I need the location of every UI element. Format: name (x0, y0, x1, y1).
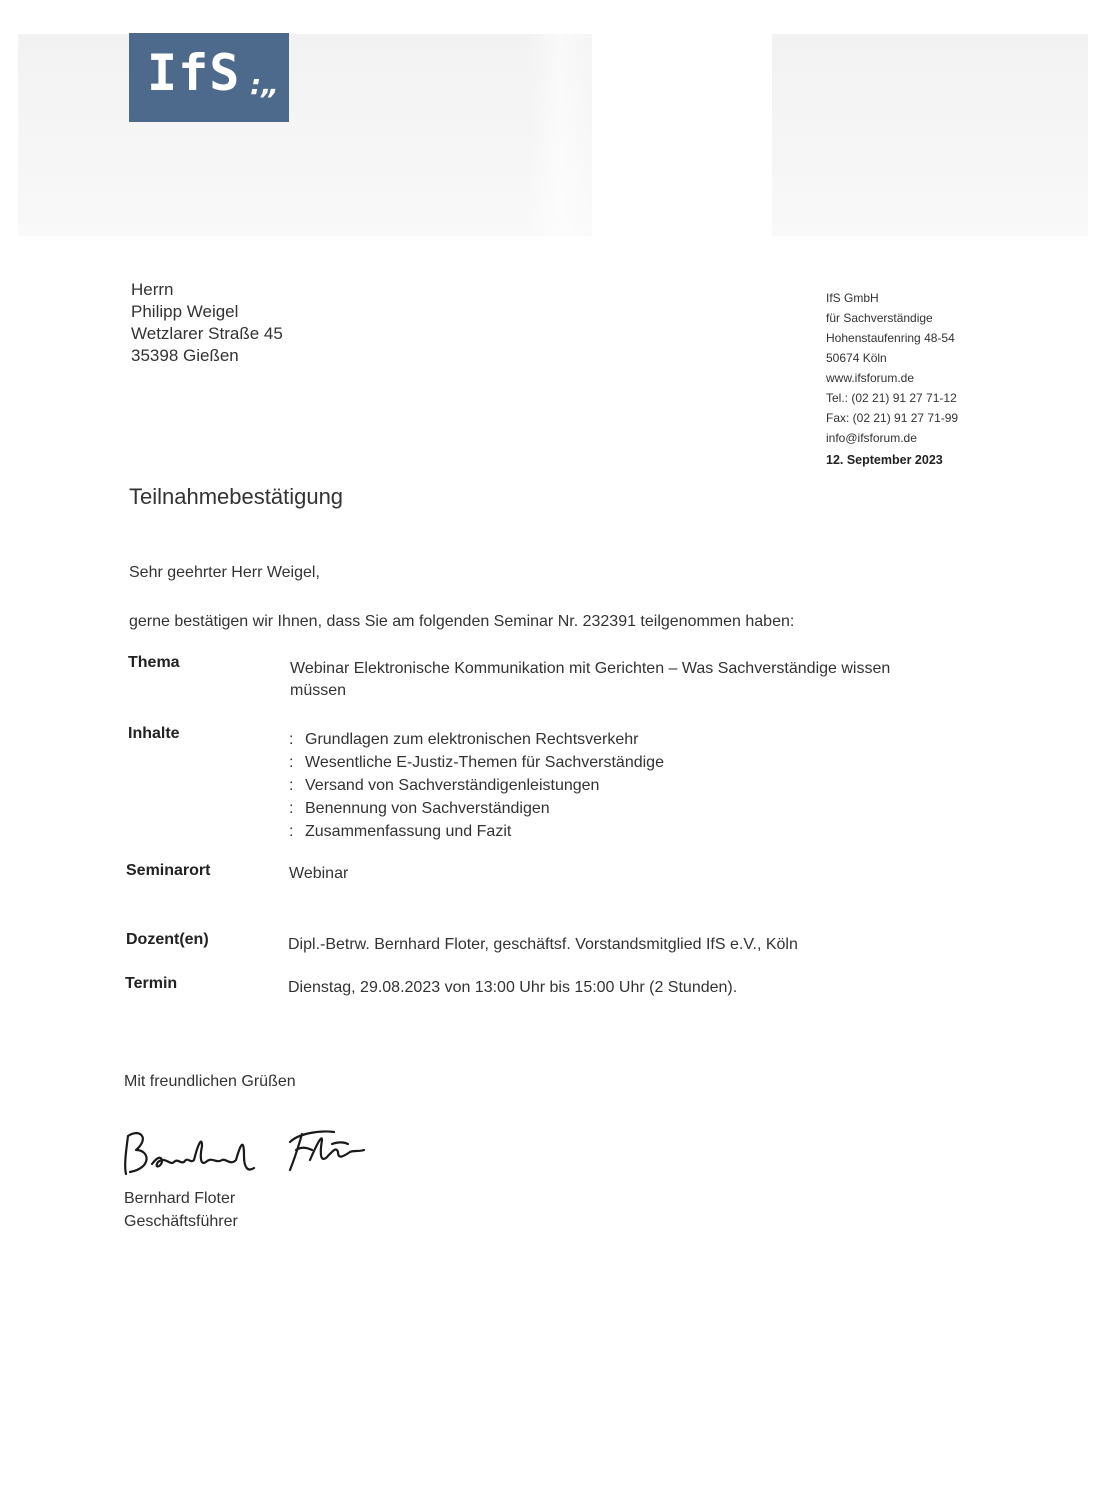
recipient-address (131, 279, 283, 367)
sender-website: www.ifsforum.de (826, 371, 915, 385)
sender-address (826, 288, 958, 470)
closing-greeting: Mit freundlichen Grüßen (124, 1073, 296, 1090)
letter-title: Teilnahmebestätigung (129, 484, 344, 509)
termin-label: Termin (125, 975, 178, 992)
thema-line: müssen (290, 682, 347, 699)
recipient-line: Herrn (131, 280, 174, 299)
salutation: Sehr geehrter Herr Weigel, (129, 564, 320, 581)
signature (118, 1116, 378, 1186)
signer-name: Bernhard Floter (124, 1190, 236, 1207)
intro-text: gerne bestätigen wir Ihnen, dass Sie am folgenden Seminar Nr. 232391 teilgenommen haben: (129, 613, 795, 630)
dozent-label: Dozent(en) (126, 931, 209, 948)
letter-date: 12. September 2023 (826, 453, 943, 467)
list-item: : Grundlagen zum elektronischen Rechtsverkehr (289, 731, 639, 748)
recipient-line: Philipp Weigel (131, 302, 239, 321)
list-item: : Wesentliche E-Justiz-Themen für Sachverständige (289, 754, 664, 771)
logo-text: IfS (147, 44, 241, 102)
list-item: : Versand von Sachverständigenleistungen (289, 777, 600, 794)
signer-block (124, 1187, 238, 1233)
sender-fax: Fax: (02 21) 91 27 71-99 (826, 411, 959, 425)
inhalte-label: Inhalte (128, 725, 180, 742)
thema-label: Thema (128, 654, 180, 671)
recipient-line: Wetzlarer Straße 45 (131, 324, 283, 343)
seminarort-value: Webinar (289, 865, 349, 882)
seminarort-label: Seminarort (126, 862, 211, 879)
logo-mark: :„ (250, 68, 280, 101)
signer-role: Geschäftsführer (124, 1213, 238, 1230)
sender-line: für Sachverständige (826, 311, 933, 325)
sender-line: IfS GmbH (826, 291, 879, 305)
sender-line: Hohenstaufenring 48-54 (826, 331, 955, 345)
sender-phone: Tel.: (02 21) 91 27 71-12 (826, 391, 957, 405)
dozent-value: Dipl.-Betrw. Bernhard Floter, geschäftsf. Vorstandsmitglied IfS e.V., Köln (288, 936, 798, 953)
inhalte-list (289, 728, 664, 843)
termin-value: Dienstag, 29.08.2023 von 13:00 Uhr bis 15:00 Uhr (2 Stunden). (288, 979, 738, 996)
thema-line: Webinar Elektronische Kommunikation mit Gerichten – Was Sachverständige wissen (290, 660, 891, 677)
list-item: : Zusammenfassung und Fazit (289, 823, 512, 840)
ifs-logo (129, 33, 289, 122)
recipient-line: 35398 Gießen (131, 346, 239, 365)
thema-value (290, 658, 890, 702)
sender-line: 50674 Köln (826, 351, 887, 365)
sender-email: info@ifsforum.de (826, 431, 917, 445)
list-item: : Benennung von Sachverständigen (289, 800, 550, 817)
